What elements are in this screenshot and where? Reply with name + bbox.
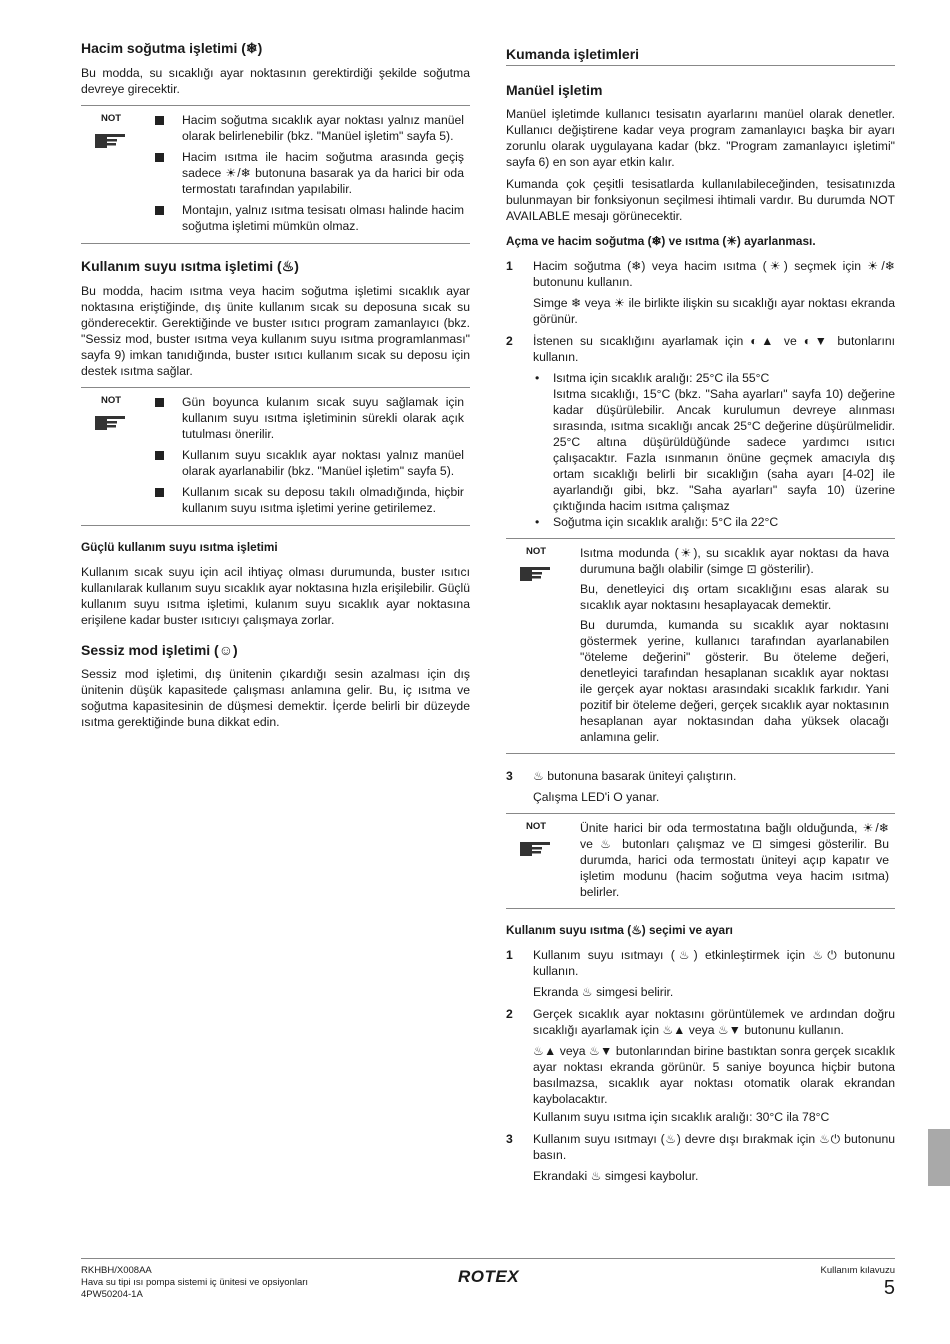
bullet-item: • Soğutma için sıcaklık aralığı: 5°C ila 22°C <box>533 514 895 530</box>
step-text: Simge ❄ veya ☀ ile birlikte ilişkin su sıcaklığı ayar noktası ekranda görünür. <box>533 296 895 326</box>
footer-description: Hava su tipi ısı pompa sistemi iç ünitesi ve opsiyonları <box>81 1277 309 1288</box>
section-title-cooling: Hacim soğutma işletimi (❄) <box>81 40 263 56</box>
note-text: Bu durumda, kumanda su sıcaklık ayar noktasını göstermek yerine, kullanıcı tarafından ayarlanabilen "öteleme değerini" gösterir. Bu öteleme değeri, denetleyici tarafından hesaplanan sıcaklık ayar noktası ile gerçek ayar noktası arasındaki sıcaklık farkıdır. Yani pozitif bir öteleme değeri, gerçek sıcaklık ayar noktasının hesaplanan ayar noktasından daha yüksek olacağı anlamına gelir. <box>580 618 889 744</box>
step-text: Gerçek sıcaklık ayar noktasını görüntülemek ve ardından doğru sıcaklığı ayarlamak için ♨▲ veya ♨▼ butonunu kullanın. <box>533 1007 895 1037</box>
step-text: Hacim soğutma (❄) veya hacim ısıtma (☀) seçmek için ☀/❄ butonunu kullanın. <box>533 259 895 289</box>
step-text: Kullanım suyu ısıtmayı (♨) devre dışı bırakmak için ♨⏻ butonunu basın. <box>533 1132 895 1162</box>
step-number: 3 <box>506 769 513 783</box>
cooling-paragraph: Bu modda, su sıcaklığı ayar noktasının gerektirdiği şekilde soğutma devreye girecektir. <box>81 66 470 96</box>
step-text: ♨ butonuna basarak üniteyi çalıştırın. <box>533 769 737 783</box>
note-box-heating <box>506 538 895 754</box>
note-box-dhw <box>81 387 470 526</box>
powerful-paragraph: Kullanım sıcak suyu için acil ihtiyaç olması durumunda, buster ısıtıcı kullanılarak kullanım suyu sıcaklık ayar noktasına hızla erişilebilir. Güçlü kullanım suyu ısıtma işletimi, kulanım suyu sıcaklık ayar noktasına erişilene kadar buster ısıtıcıyı çalışmaya zorlar. <box>81 565 470 627</box>
note-item: Gün boyunca kulanım sıcak suyu sağlamak için kullanım suyu ısıtma işletiminin sürekli olarak açık tutulması önerilir. <box>155 394 464 442</box>
step-3 <box>506 768 895 805</box>
note-item: Montajın, yalnız ısıtma tesisatı olması halinde hacim soğutma işletimi mümkün olmaz. <box>155 202 464 234</box>
bullet-item <box>533 370 895 514</box>
step-number: 3 <box>506 1132 513 1146</box>
right-column <box>506 40 895 1190</box>
note-text: Bu, denetleyici dış ortam sıcaklığını esas alarak su sıcaklık ayar noktasını hesaplayacak demektir. <box>580 582 889 612</box>
dhw-step-1 <box>506 947 895 1000</box>
step-text: ♨▲ veya ♨▼ butonlarından birine bastıktan sonra gerçek sıcaklık ayar noktası ekranda görünür. 5 saniye boyunca hiçbir butona basılmazsa, sıcaklık ayar noktası otomatik olarak ekrandan kaybolacaktır. <box>533 1044 895 1106</box>
note-label: NOT <box>526 821 547 832</box>
heading-dhw-select: Kullanım suyu ısıtma (♨) seçimi ve ayarı <box>506 923 733 937</box>
bullet-text: Isıtma için sıcaklık aralığı: 25°C ila 55°C <box>553 371 770 385</box>
note-text: Isıtma modunda (☀), su sıcaklık ayar noktası da hava durumuna bağlı olabilir (simge ⊡ gösterilir). <box>580 546 889 576</box>
note-label: NOT <box>526 546 547 557</box>
step-text: Çalışma LED'i O yanar. <box>533 790 660 804</box>
note-box-cooling <box>81 105 470 244</box>
left-column <box>81 40 470 736</box>
dhw-step-3 <box>506 1131 895 1184</box>
rotex-logo: ROTEX <box>458 1267 520 1286</box>
step-number: 1 <box>506 259 513 273</box>
footer-doc-code: 4PW50204-1A <box>81 1289 143 1300</box>
note-label: NOT <box>101 395 122 406</box>
step-text: İstenen su sıcaklığını ayarlamak için ◐▲ ve ◐▼ butonlarını kullanın. <box>533 334 895 364</box>
note-item: Hacim ısıtma ile hacim soğutma arasında geçiş sadece ☀/❄ butonuna basarak ya da harici bir oda termostatı tarafından yapılabilir. <box>155 149 464 197</box>
manual-paragraph-2: Kumanda çok çeşitli tesisatlarda kullanılabileceğinden, tesisatınızda bulunmayan bir fonksiyonun seçilmesi ihtimali vardır. Bu durumda NOT AVAILABLE mesajı görünecektir. <box>506 177 895 223</box>
step-text: Ekrandaki ♨ simgesi kaybolur. <box>533 1169 699 1183</box>
section-title-powerful: Güçlü kullanım suyu ısıtma işletimi <box>81 540 278 554</box>
note-box-thermostat <box>506 813 895 909</box>
footer-manual-title: Kullanım kılavuzu <box>820 1265 895 1276</box>
footer-doc-info <box>81 1265 308 1301</box>
heading-adjust: Açma ve hacim soğutma (❄) ve ısıtma (☀) ayarlanması. <box>506 234 816 248</box>
page-footer <box>81 1258 895 1300</box>
section-header-controls: Kumanda işletimleri <box>506 46 895 66</box>
note-label: NOT <box>101 113 122 124</box>
step-text: Kullanım suyu ısıtmayı (♨) etkinleştirmek için ♨⏻ butonunu kullanın. <box>533 948 895 978</box>
note-text: Ünite harici bir oda termostatına bağlı olduğunda, ☀/❄ ve ♨ butonları çalışmaz ve ⊡ simgesi gösterilir. Bu durumda, harici oda termostatı üniteyi açıp kapatır ve işletim modunu (hacim soğutma veya hacim ısıtma) belirler. <box>580 821 889 899</box>
section-title-quiet: Sessiz mod işletimi (☺) <box>81 642 238 658</box>
manual-paragraph-1: Manüel işletimde kullanıcı tesisatın ayarlarını manüel olarak denetler. Kullanıcı değiştirene kadar veya program zamanlayıcı başka bir ayarı zorunlu olarak uygulayana kadar (bkz. "Program zamanlayıcı işletimi" sayfa 6) en son ayar etkin kalır. <box>506 107 895 169</box>
step-text: Ekranda ♨ simgesi belirir. <box>533 985 674 999</box>
dhw-paragraph: Bu modda, hacim ısıtma veya hacim soğutma işletimi sıcaklık ayar noktasına eriştiğinde, dış ünite kullanım sıcak su deposuna sıcak su gönderecektir. Gerektiğinde ve buster ısıtıcı program zamanlayıcı (bkz. "Sessiz mod, buster ısıtma veya kullanım suyu ısıtma programlanması" sayfa 9) imkan tanıdığında, buster ısıtıcı kullanım sıcak su deposu için destek ısıtma sağlar. <box>81 284 470 378</box>
footer-model: RKHBH/X008AA <box>81 1265 152 1276</box>
section-title-dhw: Kullanım suyu ısıtma işletimi (♨) <box>81 258 299 274</box>
step-text: Kullanım suyu ısıtma için sıcaklık aralığı: 30°C ila 78°C <box>533 1110 830 1124</box>
dhw-step-2 <box>506 1006 895 1125</box>
step-1 <box>506 258 895 327</box>
chapter-tab <box>928 1129 950 1186</box>
step-number: 2 <box>506 334 513 348</box>
pointing-hand-icon <box>93 412 127 432</box>
note-item: Kullanım suyu sıcaklık ayar noktası yalnız manüel olarak ayarlanabilir (bkz. "Manüel işletim" sayfa 5). <box>155 447 464 479</box>
pointing-hand-icon <box>518 563 552 583</box>
bullet-continuation: Isıtma sıcaklığı, 15°C (bkz. "Saha ayarları" sayfa 10) değerine kadar düşürülebilir. Ancak kurulumun devreye alınması sırasında, ısıtma sıcaklığı ancak 25°C değerine düşürülmelidir. 25°C altına düşürüldüğünde sadece yardımcı ısıtıcı çalışacaktır. Fazla ısınmanın önüne geçmek amacıyla dış ortam sıcaklığı belirli bir sıcaklığın (saha ayarı [4-02] ile ayarlandığı gibi, bkz. "Saha ayarları" sayfa 10) üzerine çıktığında hacim ısıtma çalışmaz <box>553 387 895 513</box>
step-2 <box>506 333 895 530</box>
note-item: Hacim soğutma sıcaklık ayar noktası yalnız manüel olarak belirlenebilir (bkz. "Manüel işletim" sayfa 5). <box>155 112 464 144</box>
step-number: 2 <box>506 1007 513 1021</box>
heading-manual: Manüel işletim <box>506 82 603 98</box>
page-number: 5 <box>883 1277 895 1299</box>
pointing-hand-icon <box>93 130 127 150</box>
quiet-paragraph: Sessiz mod işletimi, dış ünitenin çıkardığı sesin azalması için dış ünitenin düşük kapasitede çalışması anlamına gelir. Bu, iç ısıtma ve soğutma kapasitesinin de düşmesi demektir. İçerde belirli bir düzeyde ısıtma gerektiğinde buna dikkat edin. <box>81 667 470 729</box>
pointing-hand-icon <box>518 838 552 858</box>
note-item: Kullanım sıcak su deposu takılı olmadığında, hiçbir kullanım suyu ısıtma işletimi yerine getirilemez. <box>155 484 464 516</box>
step-number: 1 <box>506 948 513 962</box>
